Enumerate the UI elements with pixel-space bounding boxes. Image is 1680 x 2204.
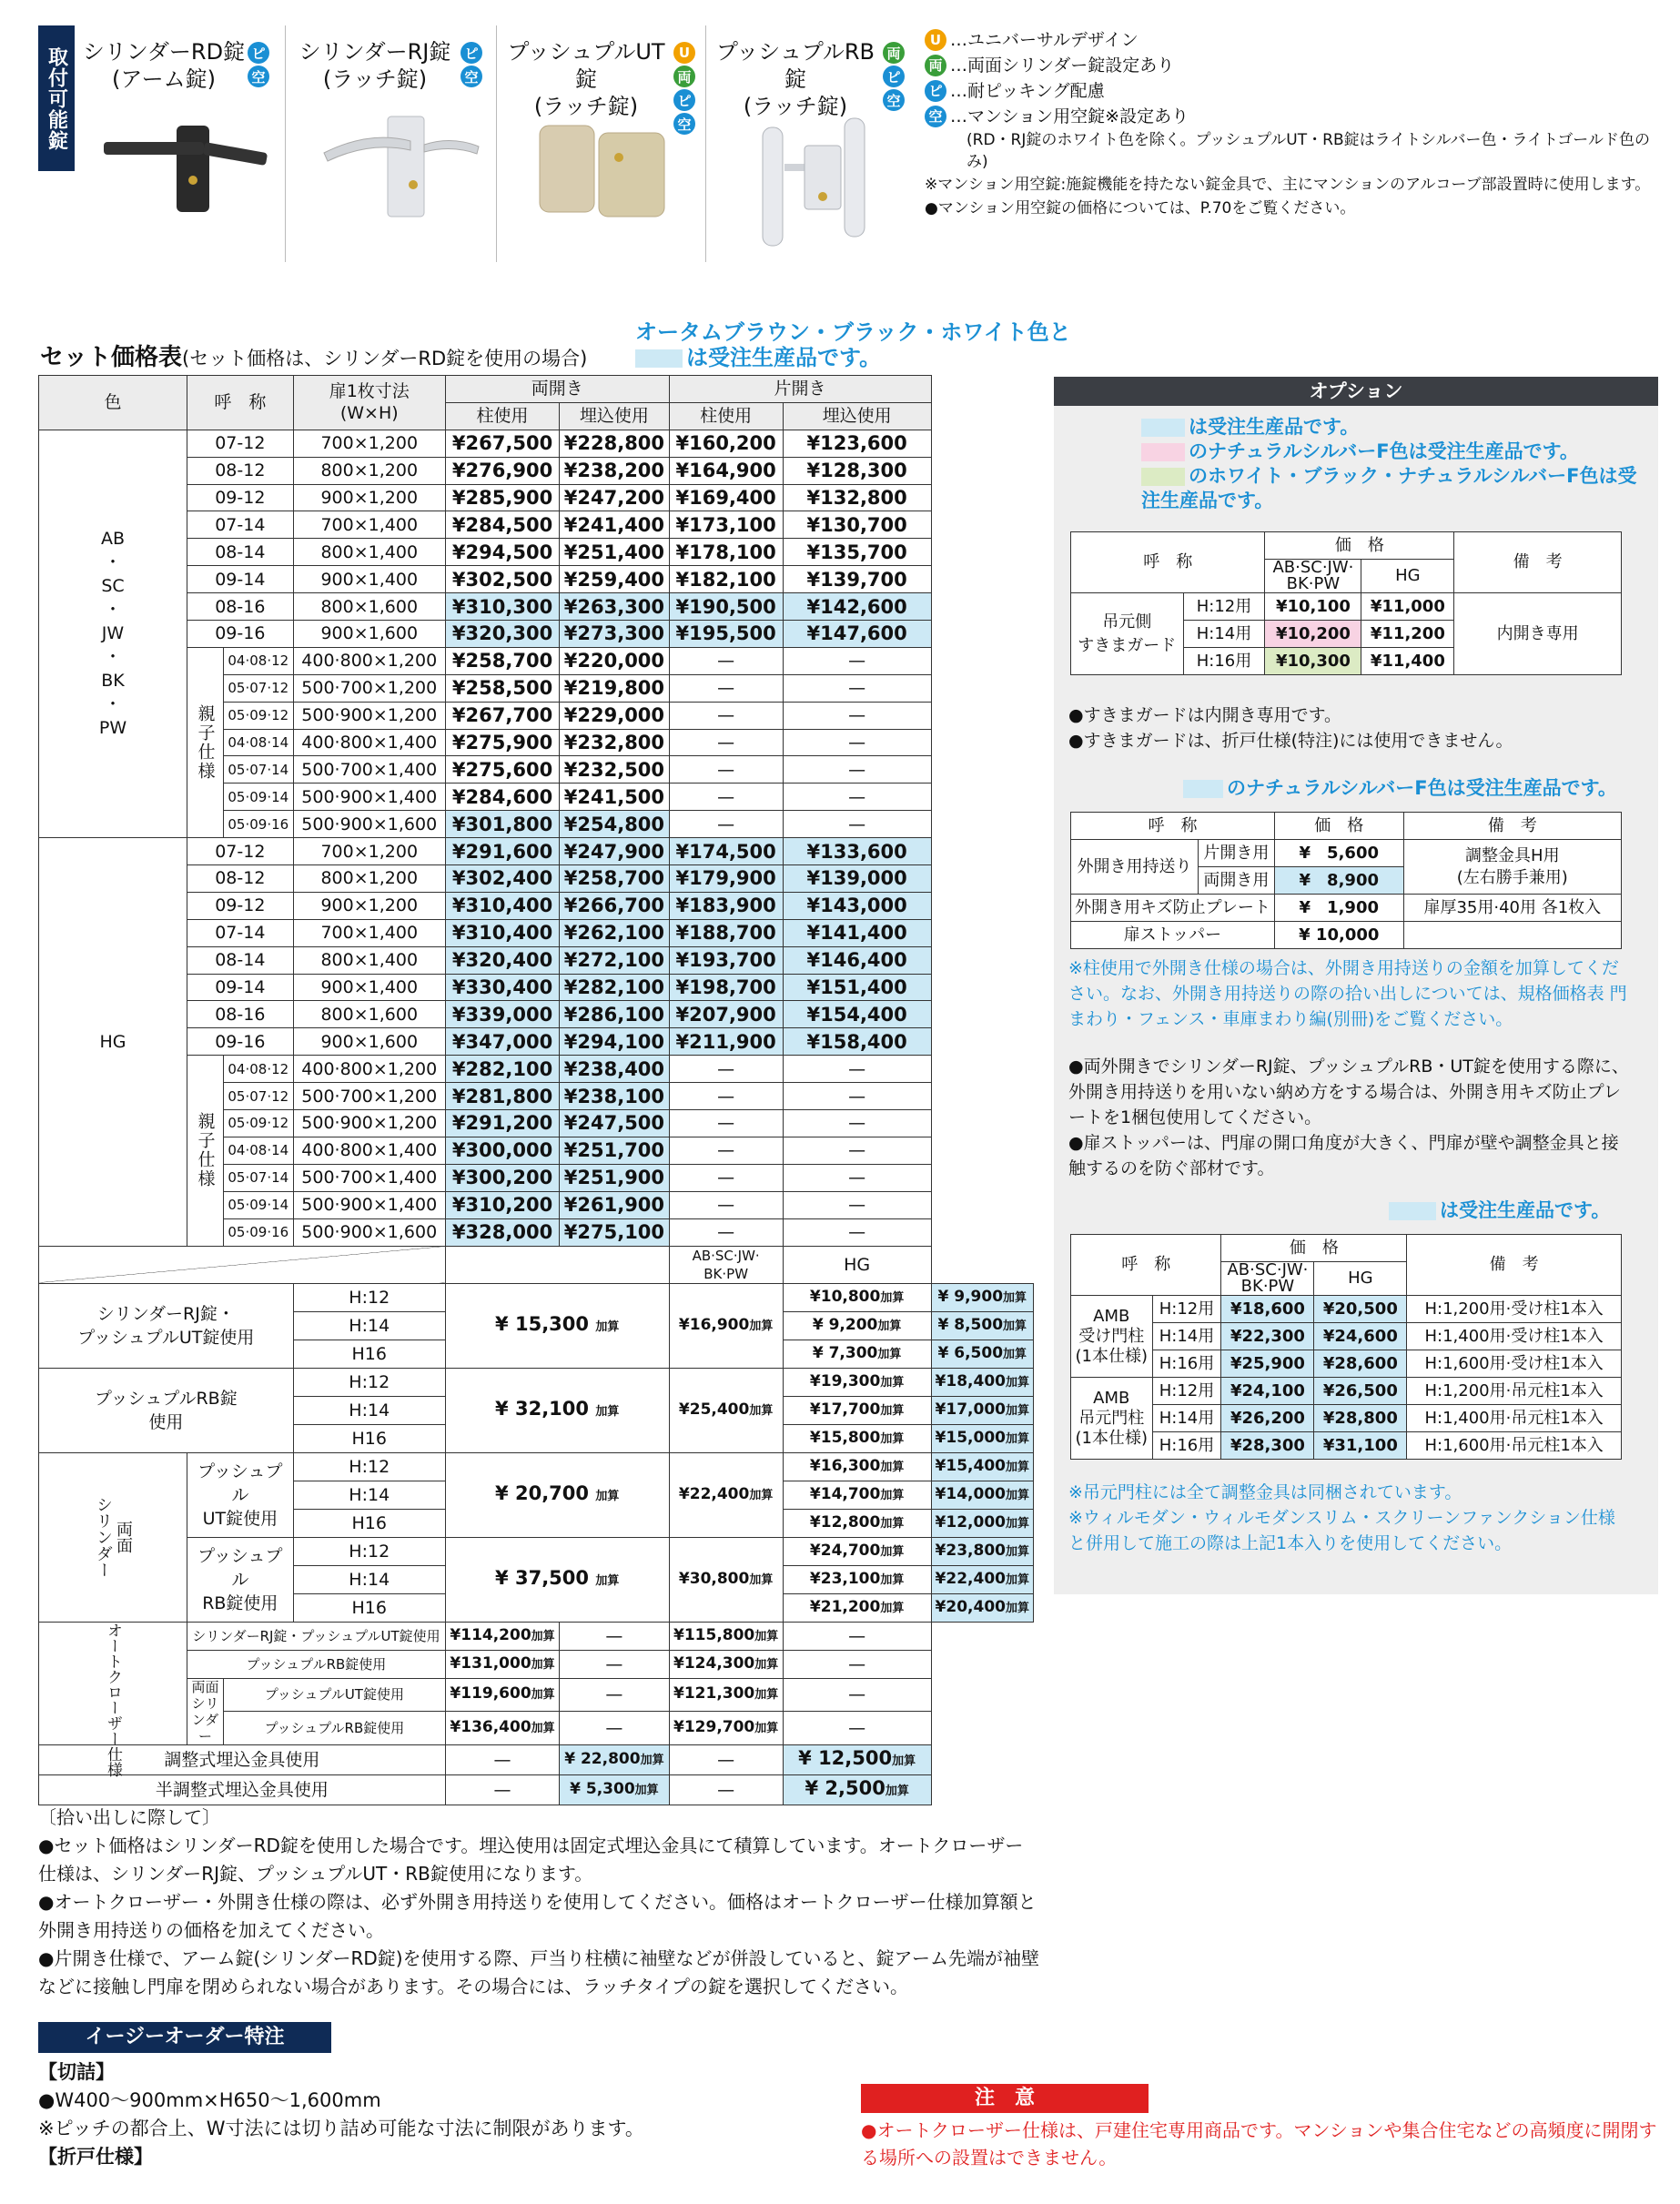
table-row-oyako: 親子仕様 04·08·12 400·800×1,200 ¥282,100 ¥238,400 — — xyxy=(39,1056,1034,1083)
lock-rj-name: シリンダーRJ錠 (ラッチ錠) xyxy=(299,39,451,92)
table-row-oyako: 05·09·14 500·900×1,400 ¥310,200 ¥261,900 — — xyxy=(39,1191,1034,1218)
auto-closer-row: プッシュプルRB錠使用 ¥136,400加算 — ¥129,700加算 — xyxy=(39,1712,1034,1745)
table-row: 08-12 800×1,200 ¥276,900 ¥238,200 ¥164,900 ¥128,300 xyxy=(39,457,1034,484)
table-row-oyako: 05·07·14 500·700×1,400 ¥300,200 ¥251,900 — — xyxy=(39,1164,1034,1191)
legend-sub: (RD・RJ錠のホワイト色を除く。プッシュプルUT・RB錠はライトシルバー色・ライトゴールド色のみ) xyxy=(967,131,1650,171)
pick-icon: ピ xyxy=(248,42,269,64)
table-row: 09-14 900×1,400 ¥302,500 ¥259,400 ¥182,100 ¥139,700 xyxy=(39,566,1034,593)
gap-guard-notes: ●すきまガードは内開き専用です。 ●すきまガードは、折戸仕様(特注)には使用できません。 xyxy=(1068,705,1513,751)
table-row-oyako: 05·07·14 500·700×1,400 ¥275,600 ¥232,500 — — xyxy=(39,756,1034,784)
add-row: H16 ¥12,800加算 ¥12,000加算 xyxy=(39,1509,1034,1537)
auto-closer-row: 両面 シリンダー プッシュプルUT錠使用 ¥119,600加算 — ¥121,300加算 — xyxy=(39,1678,1034,1712)
table-row: 08-14 800×1,400 ¥294,500 ¥251,400 ¥178,100 ¥135,700 xyxy=(39,539,1034,566)
pick-icon: ピ xyxy=(673,89,695,111)
lock-ut xyxy=(499,25,706,262)
fold-title: 【折戸仕様】 xyxy=(38,2146,153,2168)
table-row: 08-14 800×1,400 ¥320,400 ¥272,100 ¥193,700 ¥146,400 xyxy=(39,946,1034,974)
universal-icon: U xyxy=(925,29,946,51)
lock-rb-name: プッシュプルRB錠 (ラッチ錠) xyxy=(715,39,875,119)
add-row: H:14 ¥14,700加算 ¥14,000加算 xyxy=(39,1481,1034,1509)
lock-rd-image xyxy=(95,116,277,226)
empty-lock-icon: 空 xyxy=(248,66,269,87)
table-row: 09-12 900×1,200 ¥285,900 ¥247,200 ¥169,400 ¥132,800 xyxy=(39,484,1034,511)
add-row: プッシュプルRB錠 使用 H:12 ¥ 32,100 加算 ¥25,400加算 ¥19,300加算 ¥18,400加算 xyxy=(39,1368,1034,1396)
table-row-oyako: 05·07·12 500·700×1,200 ¥281,800 ¥238,100 — — xyxy=(39,1083,1034,1110)
caution-text: ●オートクローザー仕様は、戸建住宅専用商品です。マンションや集合住宅などの高頻度に開閉する場所への設置はできません。 xyxy=(861,2119,1657,2169)
gate-post-table: 呼 称 価 格 備 考 AB·SC·JW· BK·PW HG AMB 受け門柱 (1本仕様) H:12用 ¥18,600 ¥20,500 H:1,200用·受け柱1本入 H:14用 ¥22,300 ¥24,600 H:1,400用·受け柱1本入 H:16用 ¥25,900 ¥28,600 H:1,600用·受け柱1本入 AMB 吊元門柱 (1本仕様) H:12用 ¥24,100 ¥26,500 H:1,200用·吊元柱1本入 H:14用 ¥26,200 ¥28,800 H:1,400用·吊元柱1本入 H:16用 ¥28,300 ¥31,100 H:1,600用·吊元柱1本入 xyxy=(1070,1234,1622,1460)
table-row-oyako: 05·09·16 500·900×1,600 ¥301,800 ¥254,800 — — xyxy=(39,811,1034,838)
table-row: 08-12 800×1,200 ¥302,400 ¥258,700 ¥179,900 ¥139,000 xyxy=(39,865,1034,893)
empty-lock-icon: 空 xyxy=(460,66,482,87)
lock-ut-name: プッシュプルUT錠 (ラッチ錠) xyxy=(507,39,665,119)
add-header: AB·SC·JW· BK·PW HG xyxy=(39,1246,1034,1283)
note-2: ●オートクローザー・外開き仕様の際は、必ず外開き用持送りを使用してください。価格はオートクローザー仕様加算額と外開き用持送りの価格を加えてください。 xyxy=(38,1891,1037,1941)
add-row: H16 ¥15,800加算 ¥15,000加算 xyxy=(39,1424,1034,1452)
swing-note-blue: ※柱使用で外開き仕様の場合は、外開き用持送りの金額を加算してください。なお、外開き用持送りの際の拾い出しについては、規格価格表 門まわり・フェンス・車庫まわり編(別冊)をご覧ください。 xyxy=(1068,958,1627,1029)
double-cylinder-icon: 両 xyxy=(883,42,905,64)
pick-icon: ピ xyxy=(460,42,482,64)
auto-closer-row: オートクローザー仕様 シリンダーRJ錠・プッシュプルUT錠使用 ¥114,200加算 — ¥115,800加算 — xyxy=(39,1622,1034,1650)
table-row: 08-16 800×1,600 ¥339,000 ¥286,100 ¥207,900 ¥154,400 xyxy=(39,1001,1034,1028)
table-header-2: 柱使用 埋込使用 柱使用 埋込使用 xyxy=(39,402,1034,430)
mountable-locks-label: 取付可能錠 xyxy=(38,25,75,171)
add-row: H:14 ¥17,700加算 ¥17,000加算 xyxy=(39,1396,1034,1424)
legend-note-2: ●マンション用空錠の価格については、P.70をご覧ください。 xyxy=(925,199,1356,217)
gate-post-notes: ※吊元門柱には全て調整金具は同梱されています。 ※ウィルモダン・ウィルモダンスリム・スクリーンファンクション仕様と併用して施工の際は上記1本入りを使用してください。 xyxy=(1068,1482,1615,1553)
option-title: オプション xyxy=(1054,377,1658,406)
note-3: ●片開き仕様で、アーム錠(シリンダーRD錠)を使用する際、戸当り柱横に袖壁などが併設していると、錠アーム先端が袖壁などに接触し門扉を閉められない場合があります。その場合には、ラッチタイプの錠を選択してください。 xyxy=(38,1947,1039,1997)
table-row: 09-14 900×1,400 ¥330,400 ¥282,100 ¥198,700 ¥151,400 xyxy=(39,974,1034,1001)
order-note-line1: オータムブラウン・ブラック・ホワイト色と xyxy=(635,319,1071,345)
gap-guard-table: 呼 称 価 格 備 考 AB·SC·JW· BK·PW HG 吊元側 すきまガード H:12用 ¥10,100 ¥11,000 内開き専用 H:14用 ¥10,200 ¥11,200 H:16用 ¥10,300 ¥11,400 xyxy=(1070,531,1622,675)
pick-icon: ピ xyxy=(883,66,905,87)
lock-rb-image xyxy=(744,109,899,264)
pickup-notes xyxy=(38,1804,1039,2001)
adjust-row: 半調整式埋込金具使用 — ¥ 5,300加算 — ¥ 2,500加算 xyxy=(39,1774,1034,1805)
auto-closer-row: プッシュプルRB錠使用 ¥131,000加算 — ¥124,300加算 — xyxy=(39,1650,1034,1678)
set-price-title: セット価格表(セット価格は、シリンダーRD錠を使用の場合) xyxy=(40,344,588,371)
option-notes-1: は受注生産品です。 のナチュラルシルバーF色は受注生産品です。 のホワイト・ブラック・ナチュラルシルバーF色は受注生産品です。 xyxy=(1141,416,1637,511)
add-row: H:14 ¥ 9,200加算 ¥ 8,500加算 xyxy=(39,1311,1034,1340)
set-price-table xyxy=(38,375,1034,1805)
add-row: プッシュプル RB錠使用 H:12 ¥ 37,500 加算 ¥30,800加算 ¥24,700加算 ¥23,800加算 xyxy=(39,1537,1034,1565)
swing-notes: ●両外開きでシリンダーRJ錠、プッシュプルRB・UT錠を使用する際に、外開き用持送りを用いない納め方をする場合は、外開き用キズ防止プレートを1梱包使用してください。 ●扉ストッパーは、門扉の開口角度が大きく、門扉が壁や調整金具と接触するのを防ぐ部材です。 xyxy=(1068,1057,1629,1178)
cut-title: 【切詰】 xyxy=(38,2061,115,2083)
adjust-row: 調整式埋込金具使用 — ¥ 22,800加算 — ¥ 12,500加算 xyxy=(39,1744,1034,1774)
universal-icon: U xyxy=(673,42,695,64)
table-row: AB ・ SC ・ JW ・ BK ・ PW 07-12 700×1,200 ¥267,500 ¥228,800 ¥160,200 ¥123,600 xyxy=(39,430,1034,457)
add-row: H16 ¥21,200加算 ¥20,400加算 xyxy=(39,1593,1034,1622)
table-row: 09-16 900×1,600 ¥320,300 ¥273,300 ¥195,500 ¥147,600 xyxy=(39,621,1034,648)
lock-rj xyxy=(288,25,497,262)
add-row: シリンダーRJ錠・ プッシュプルUT錠使用 H:12 ¥ 15,300 加算 ¥16,900加算 ¥10,800加算 ¥ 9,900加算 xyxy=(39,1283,1034,1311)
swing-bracket-table: 呼 称 価 格 備 考 外開き用持送り 片開き用 ¥ 5,600 調整金具H用 (左右勝手兼用) 両開き用 ¥ 8,900 外開き用キズ防止プレート ¥ 1,900 扉厚35用·40用 各1枚入 扉ストッパー ¥ 10,000 xyxy=(1070,812,1622,949)
pick-icon: ピ xyxy=(925,80,946,102)
double-cylinder-icon: 両 xyxy=(673,66,695,87)
table-row-oyako: 親子仕様 04·08·12 400·800×1,200 ¥258,700 ¥220,000 — — xyxy=(39,647,1034,674)
option-note-ns: のナチュラルシルバーF色は受注生産品です。 xyxy=(1183,775,1617,801)
table-row: 09-12 900×1,200 ¥310,400 ¥266,700 ¥183,900 ¥143,000 xyxy=(39,892,1034,919)
lock-ut-image xyxy=(535,116,681,226)
lock-rb xyxy=(708,25,917,262)
table-header: 色 呼 称 扉1枚寸法 (W×H) 両開き 片開き xyxy=(39,376,1034,403)
notes-title: 〔拾い出しに際して〕 xyxy=(38,1806,220,1828)
caution-header: 注 意 xyxy=(861,2084,1149,2113)
table-row-oyako: 05·09·16 500·900×1,600 ¥328,000 ¥275,100 — — xyxy=(39,1218,1034,1246)
table-row-oyako: 05·09·12 500·900×1,200 ¥291,200 ¥247,500 — — xyxy=(39,1110,1034,1137)
cut-note: ※ピッチの都合上、W寸法には切り詰め可能な寸法に制限があります。 xyxy=(38,2118,644,2139)
table-row: 07-14 700×1,400 ¥310,400 ¥262,100 ¥188,700 ¥141,400 xyxy=(39,919,1034,946)
lock-rj-image xyxy=(306,112,488,230)
order-note-line2: は受注生産品です。 xyxy=(635,344,881,371)
legend-universal: …ユニバーサルデザイン xyxy=(950,30,1139,50)
table-row-oyako: 05·07·12 500·700×1,200 ¥258,500 ¥219,800 — — xyxy=(39,674,1034,702)
lock-rd xyxy=(76,25,286,262)
cut-range: ●W400〜900mm×H650〜1,600mm xyxy=(38,2089,381,2111)
legend-note-1: ※マンション用空錠:施錠機能を持たない錠金具で、主にマンションのアルコーブ部設置時に使用します。 xyxy=(925,176,1651,194)
easy-order-body xyxy=(38,2058,644,2171)
legend-double: …両面シリンダー錠設定あり xyxy=(950,56,1175,76)
double-cylinder-icon: 両 xyxy=(925,55,946,76)
lock-rd-name: シリンダーRD錠 (アーム錠) xyxy=(82,39,246,92)
empty-lock-icon: 空 xyxy=(673,113,695,135)
empty-lock-icon: 空 xyxy=(925,106,946,127)
legend-empty: …マンション用空錠※設定あり xyxy=(950,106,1189,126)
table-row-oyako: 04·08·14 400·800×1,400 ¥275,900 ¥232,800 — — xyxy=(39,729,1034,756)
table-row-oyako: 04·08·14 400·800×1,400 ¥300,000 ¥251,700 — — xyxy=(39,1137,1034,1164)
table-row: 09-16 900×1,600 ¥347,000 ¥294,100 ¥211,900 ¥158,400 xyxy=(39,1028,1034,1056)
add-row: H:14 ¥23,100加算 ¥22,400加算 xyxy=(39,1565,1034,1593)
add-row: H16 ¥ 7,300加算 ¥ 6,500加算 xyxy=(39,1340,1034,1368)
table-row: HG 07-12 700×1,200 ¥291,600 ¥247,900 ¥174,500 ¥133,600 xyxy=(39,838,1034,865)
empty-lock-icon: 空 xyxy=(883,89,905,111)
option-note-post: は受注生産品です。 xyxy=(1389,1198,1610,1223)
table-row: 08-16 800×1,600 ¥310,300 ¥263,300 ¥190,500 ¥142,600 xyxy=(39,593,1034,621)
table-row: 07-14 700×1,400 ¥284,500 ¥241,400 ¥173,100 ¥130,700 xyxy=(39,511,1034,539)
legend-pick: …耐ピッキング配慮 xyxy=(950,81,1105,101)
easy-order-header: イージーオーダー特注 xyxy=(38,2022,331,2053)
icon-legend xyxy=(925,27,1653,220)
note-1: ●セット価格はシリンダーRD錠を使用した場合です。埋込使用は固定式埋込金具にて積算しています。オートクローザー仕様は、シリンダーRJ錠、プッシュプルUT・RB錠使用になります。 xyxy=(38,1835,1024,1885)
table-row-oyako: 05·09·14 500·900×1,400 ¥284,600 ¥241,500 — — xyxy=(39,784,1034,811)
table-row-oyako: 05·09·12 500·900×1,200 ¥267,700 ¥229,000 — — xyxy=(39,702,1034,729)
add-row: 両面 シリンダー プッシュプル UT錠使用 H:12 ¥ 20,700 加算 ¥22,400加算 ¥16,300加算 ¥15,400加算 xyxy=(39,1452,1034,1481)
